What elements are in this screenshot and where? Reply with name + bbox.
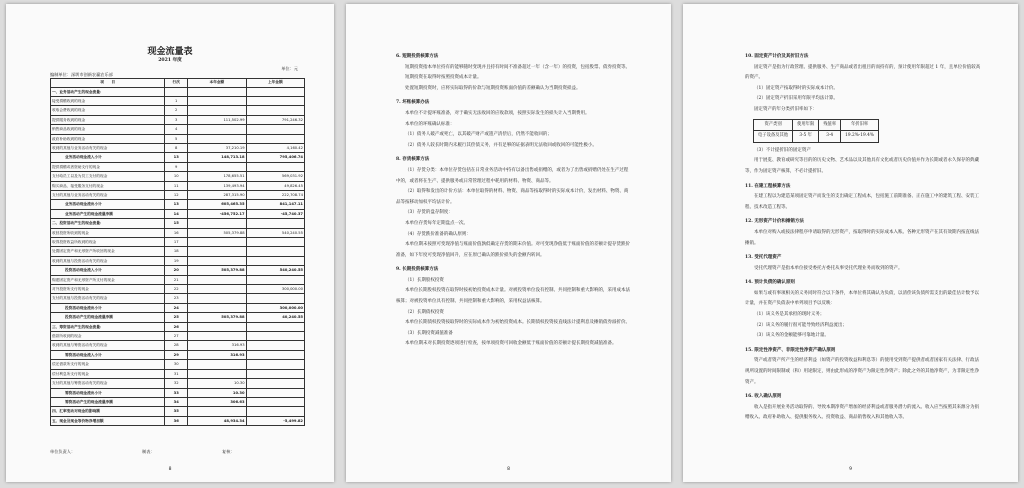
row-previous-amount (246, 162, 304, 171)
row-current-amount: 37,210.19 (188, 143, 246, 152)
row-line-no: 3 (165, 115, 188, 124)
table-cell: 19.2%-19.4% (841, 131, 879, 143)
row-item-name: 接受捐赠收到的现金 (51, 96, 165, 105)
row-line-no: 25 (165, 313, 188, 322)
row-item-name: 二、投资活动产生的现金流量： (51, 219, 165, 228)
row-previous-amount (246, 322, 304, 331)
row-current-amount (188, 87, 246, 96)
paragraph: （1）债务人破产或死亡，以其破产财产或遗产清偿后，仍然不能收回的； (405, 132, 552, 138)
table-row (51, 238, 305, 247)
row-previous-amount (246, 332, 304, 341)
table-row (51, 350, 305, 359)
row-line-no: 12 (165, 190, 188, 199)
row-previous-amount: 795,406.74 (246, 153, 304, 162)
row-current-amount: 10.30 (188, 388, 246, 397)
table-cell: 电子设备及其他 (754, 131, 793, 143)
row-line-no: 35 (165, 407, 188, 416)
section-heading: 14. 预计负债的确认原则 (745, 280, 795, 286)
row-item-name: 处置固定资产和无形资产所收回的现金 (51, 247, 165, 256)
table-row (51, 143, 305, 152)
row-line-no: 24 (165, 303, 188, 312)
column-header: 使用年限 (793, 119, 819, 131)
row-item-name: 提供服务收到的现金 (51, 115, 165, 124)
paragraph: （2）债务人较长时期内未履行其偿债义务，并有足够的证据表明无法收回或收回的可能性极小。 (405, 142, 597, 148)
row-current-amount: 48,934.34 (188, 416, 246, 425)
policy-text (745, 48, 982, 424)
paragraph: （1）长期股权投资 (405, 277, 444, 283)
table-row (51, 87, 305, 96)
row-line-no: 10 (165, 172, 188, 181)
sign-reviewer: 复核： (222, 449, 235, 454)
statement-org: 编制单位：深圳市创新农赢农乐部 (50, 72, 113, 77)
page-cash-flow-statement (6, 4, 334, 482)
page-number: 8 (507, 467, 510, 472)
statement-title: 现金流量表 (147, 47, 193, 57)
row-item-name: 投资活动产生的现金流量净额 (51, 313, 165, 322)
row-line-no: 23 (165, 294, 188, 303)
row-current-amount (188, 303, 246, 312)
table-row (51, 106, 305, 115)
row-line-no: 11 (165, 181, 188, 190)
section-heading: 8. 存货核算方法 (396, 157, 430, 163)
row-current-amount (188, 106, 246, 115)
column-header: 上年金额 (246, 79, 304, 88)
row-previous-amount (246, 360, 304, 369)
row-current-amount (188, 407, 246, 416)
row-line-no: 9 (165, 162, 188, 171)
row-line-no: 34 (165, 397, 188, 406)
table-row (51, 181, 305, 190)
row-previous-amount (246, 379, 304, 388)
row-item-name: 偿还借款所支付的现金 (51, 360, 165, 369)
row-current-amount (188, 285, 246, 294)
row-current-amount: 111,502.99 (188, 115, 246, 124)
row-previous-amount (246, 294, 304, 303)
paragraph: 本单位不计提坏账准备，对于确实无法收回的应收款项，按照实际发生的损失计入当期费用。 (405, 110, 590, 116)
row-previous-amount: -5,499.82 (246, 416, 304, 425)
table-row (51, 200, 305, 209)
row-line-no: 36 (165, 416, 188, 425)
row-line-no: 8 (165, 143, 188, 152)
paragraph: 固定资产是指为行政管理、提供服务、生产商品或者出租目的而持有的，预计使用年限超过 1 年，且单位价值较高的资产。 (745, 64, 981, 81)
row-previous-amount: 791,246.32 (246, 115, 304, 124)
table-row (51, 379, 305, 388)
row-current-amount: 505,379.88 (188, 266, 246, 275)
row-previous-amount (246, 256, 304, 265)
paragraph: （3）不计提折旧的固定资产 (754, 147, 811, 153)
row-line-no: 14 (165, 209, 188, 218)
column-header: 年折旧率 (841, 119, 879, 131)
row-current-amount: -456,752.17 (188, 209, 246, 218)
row-current-amount (188, 275, 246, 284)
table-row (51, 266, 305, 275)
row-item-name: 收回投资所收到的现金 (51, 228, 165, 237)
table-cell: 3-4 (819, 131, 841, 143)
table-row (51, 162, 305, 171)
paragraph: 本单位的坏账确认标准： (405, 121, 455, 127)
section-heading: 12. 无形资产计价和摊销方法 (745, 219, 804, 225)
table-row (51, 407, 305, 416)
table-header-row (51, 79, 305, 88)
paragraph: 本单位长期债权投资按取得时的实际成本作为初始投资成本。长期债权投资按直线法计提利息及摊销债券溢折价。 (405, 320, 630, 326)
row-item-name: 收到的其他与投资活动有关的现金 (51, 256, 165, 265)
row-previous-amount (246, 275, 304, 284)
row-current-amount (188, 125, 246, 134)
table-row (51, 322, 305, 331)
table-row (51, 125, 305, 134)
table-row (51, 341, 305, 350)
section-heading: 7. 坏账核算办法 (396, 100, 430, 106)
paragraph: （1）该义务是其承担的现时义务； (754, 312, 825, 318)
row-item-name: 四、汇率变动对现金的影响额 (51, 407, 165, 416)
row-previous-amount (246, 369, 304, 378)
row-item-name: 筹资活动现金流入小计 (51, 350, 165, 359)
row-item-name: 投资活动现金流入小计 (51, 266, 165, 275)
row-line-no: 32 (165, 379, 188, 388)
row-line-no: 31 (165, 369, 188, 378)
paragraph: （3）存货的盘存制度： (405, 210, 453, 216)
table-row (51, 115, 305, 124)
table-row (51, 303, 305, 312)
row-current-amount: 10.30 (188, 379, 246, 388)
row-item-name: 政府补助收到的现金 (51, 134, 165, 143)
section-heading: 6. 短期投资核算方法 (396, 54, 439, 59)
paragraph: 本单位对购入或按法律程序申请取得的无形资产，按取得时的实际成本入账。各种无形资产在其有效期内按直线法摊销。 (745, 229, 979, 246)
row-line-no: 19 (165, 256, 188, 265)
row-previous-amount (246, 407, 304, 416)
row-previous-amount: 4,160.42 (246, 143, 304, 152)
row-previous-amount: 540,240.55 (246, 266, 304, 275)
statement-year: 2021 年度 (158, 58, 182, 63)
table-row (51, 209, 305, 218)
row-item-name: 五、现金及现金等价物净增加额 (51, 416, 165, 425)
cash-flow-table (50, 78, 305, 426)
row-item-name: 支付给员工以及为员工支付的现金 (51, 172, 165, 181)
row-item-name: 借款所收到的现金 (51, 332, 165, 341)
row-line-no: 2 (165, 106, 188, 115)
row-line-no: 13 (165, 200, 188, 209)
row-current-amount (188, 369, 246, 378)
table-row (51, 219, 305, 228)
table-row (51, 275, 305, 284)
row-previous-amount (246, 350, 304, 359)
row-item-name: 偿付利息所支付的现金 (51, 369, 165, 378)
paragraph: 收入是指开展业务活动取得的、导致本期净资产增加的经济利益或者服务潜力的流入。收入应当按照其来源分为捐赠收入、政府补助收入、提供服务收入、投资收益、商品销售收入和其他收入等。 (745, 404, 979, 421)
paragraph: 受托代理资产是指本单位接受委托方委托从事受托代理业务而收到的资产。 (754, 265, 903, 271)
row-line-no: 13 (165, 153, 188, 162)
row-previous-amount (246, 341, 304, 350)
row-current-amount: 505,379.88 (188, 228, 246, 237)
row-line-no: 17 (165, 238, 188, 247)
paragraph: （2）固定资产折旧采用年限平均法计算。 (754, 96, 838, 102)
section-heading: 13. 受托代理资产 (745, 255, 782, 261)
row-line-no: 4 (165, 125, 188, 134)
paragraph: 处置短期投资时，应将实际取得的价款与短期投资账面价值的差额确认为当期投资损益。 (405, 85, 581, 91)
table-row (51, 228, 305, 237)
row-item-name: 投资活动现金流出小计 (51, 303, 165, 312)
table-row (51, 172, 305, 181)
table-row (51, 388, 305, 397)
row-previous-amount (246, 238, 304, 247)
row-item-name: 提供捐赠或者资助支付的现金 (51, 162, 165, 171)
paragraph: 本单位存货每年定期盘点一次。 (405, 220, 468, 226)
row-current-amount (188, 219, 246, 228)
sign-preparer: 制表： (142, 449, 155, 454)
policy-text (396, 48, 631, 350)
table-row (51, 369, 305, 378)
row-previous-amount (246, 134, 304, 143)
row-item-name: 收取会费收到的现金 (51, 106, 165, 115)
row-current-amount (188, 322, 246, 331)
row-current-amount (188, 96, 246, 105)
paragraph: 本单位期末对长期投资逐项进行检查，按单项投资可回收金额低于账面价值的差额计提长期投资减值准备。 (405, 341, 617, 347)
row-previous-amount: 540,240.55 (246, 228, 304, 237)
row-current-amount: 505,379.88 (188, 313, 246, 322)
row-item-name: 支付的其他与投资活动有关的现金 (51, 294, 165, 303)
sign-responsible: 单位负责人： (50, 449, 76, 454)
row-item-name: 取得投资收益所收到的现金 (51, 238, 165, 247)
paragraph: 资产或者资产所产生的经济利益（如资产的投资收益和利息等）的使用受到资产提供者或者国家有关法律、行政法规所设置的时间限制或（和）用途限定，则由此形成的净资产为限定性净资产；除此之外的其他净资产，为非限定性净资产。 (745, 358, 979, 385)
table-header-row (754, 119, 879, 131)
paragraph: （3）长期投资减值准备 (405, 330, 453, 336)
row-line-no: 29 (165, 350, 188, 359)
row-current-amount (188, 238, 246, 247)
table-row (51, 294, 305, 303)
table-row (51, 190, 305, 199)
row-current-amount: 316.93 (188, 341, 246, 350)
row-line-no: 26 (165, 322, 188, 331)
paragraph: 短期投资指本单位持有的能够随时变现并且持有时间不准备超过一年（含一年）的投资，包括股票、债券投资等。 (405, 64, 630, 70)
row-item-name: 一、业务活动产生的现金流量： (51, 87, 165, 96)
row-item-name: 支付的其他与业务活动有关的现金 (51, 190, 165, 199)
row-current-amount (188, 247, 246, 256)
row-current-amount: 148,713.18 (188, 153, 246, 162)
row-previous-amount: -45,740.37 (246, 209, 304, 218)
row-current-amount (188, 360, 246, 369)
table-row (51, 416, 305, 425)
row-current-amount (188, 134, 246, 143)
row-item-name: 销售商品收到的现金 (51, 125, 165, 134)
row-line-no (165, 87, 188, 96)
row-previous-amount: 300,000.00 (246, 285, 304, 294)
page-accounting-policies-1 (346, 4, 671, 482)
row-line-no: 33 (165, 388, 188, 397)
row-item-name: 购买商品、接受服务支付的现金 (51, 181, 165, 190)
row-current-amount: 139,493.94 (188, 181, 246, 190)
row-item-name: 收到的其他与业务活动有关的现金 (51, 143, 165, 152)
row-item-name: 对外投资所支付的现金 (51, 285, 165, 294)
row-line-no: 30 (165, 360, 188, 369)
table-row (51, 153, 305, 162)
paragraph: （2）该义务的履行很可能导致经济利益流出； (754, 322, 847, 328)
row-current-amount: 306.63 (188, 397, 246, 406)
row-previous-amount: 49,826.45 (246, 181, 304, 190)
page-number: 9 (849, 467, 852, 472)
row-previous-amount (246, 219, 304, 228)
table-row (51, 397, 305, 406)
row-previous-amount (246, 125, 304, 134)
paragraph: 用于展览、教育或研究等目的的历史文物、艺术品以及其他具有文化或者历史价值并作为长期或者永久保存的典藏等，作为固定资产核算，不必计提折旧。 (745, 158, 979, 174)
column-header: 资产类别 (754, 119, 793, 131)
row-line-no: 28 (165, 341, 188, 350)
table-row (51, 96, 305, 105)
row-line-no: 18 (165, 247, 188, 256)
row-line-no: 21 (165, 275, 188, 284)
paragraph: 短期投资在取得时按照投资成本计量。 (405, 75, 482, 81)
row-previous-amount (246, 247, 304, 256)
row-item-name: 业务活动产生的现金流量净额 (51, 209, 165, 218)
row-current-amount (188, 256, 246, 265)
paragraph: 在建工程以为建造某项固定资产而发生的支出确定工程成本，包括施工前期准备、正在施工中的建筑工程、安装工程、技术改造工程等。 (745, 194, 979, 210)
paragraph: （2）取得和发出的计价方法：本单位取得的材料、物资、商品等按取得时的实际成本计价，发出材料、物资、商品等按移动加权平均法计价。 (396, 189, 629, 205)
table-row (51, 134, 305, 143)
table-row (51, 360, 305, 369)
row-line-no: 5 (165, 134, 188, 143)
paragraph: 本单位期末按照可变现净值与账面价值孰低确定存货的期末价值。对可变现净值低于账面价值的差额计提存货跌价准备，如下年度可变现净值回升，应在原已确认的跌价损失的金额内转回。 (396, 242, 630, 258)
table-row (51, 313, 305, 322)
paragraph: （1）存货分类：本单位存货包括在日常业务活动中持有以备出售或捐赠的，或者为了出售或捐赠仍处在生产过程中的，或者将在生产、提供服务或日常管理过程中耗用的材料、物资、商品等。 (396, 167, 629, 184)
row-line-no: 16 (165, 228, 188, 237)
row-previous-amount (246, 87, 304, 96)
paragraph: （1）固定资产按取得时的实际成本计价。 (754, 85, 838, 91)
row-item-name: 业务活动现金流出小计 (51, 200, 165, 209)
row-line-no: 15 (165, 219, 188, 228)
table-row (51, 285, 305, 294)
row-previous-amount (246, 388, 304, 397)
table-row (754, 131, 879, 143)
column-header: 项 目 (51, 79, 165, 88)
table-row (51, 247, 305, 256)
paragraph: （2）长期债权投资 (405, 309, 444, 315)
row-previous-amount (246, 106, 304, 115)
row-item-name: 筹资活动现金流出小计 (51, 388, 165, 397)
section-heading: 16. 收入确认原则 (745, 394, 782, 400)
statement-unit: 单位：元 (281, 66, 298, 71)
row-current-amount (188, 332, 246, 341)
section-heading: 15. 限定性净资产、非限定性净资产确认原则 (745, 347, 836, 353)
section-heading: 10. 固定资产计价及其折旧方法 (745, 54, 809, 59)
section-heading: 9. 长期投资核算方法 (396, 267, 439, 273)
row-item-name: 支付的其他与筹资活动有关的现金 (51, 379, 165, 388)
row-previous-amount (246, 96, 304, 105)
row-item-name: 收到的其他与筹资活动有关的现金 (51, 341, 165, 350)
row-current-amount (188, 294, 246, 303)
row-item-name: 三、筹资活动产生的现金流量： (51, 322, 165, 331)
row-previous-amount: 569,031.92 (246, 172, 304, 181)
paragraph: （3）该义务的金额能够可靠地计量。 (754, 333, 829, 339)
paragraph: 固定资产的年分类折旧率如下： (754, 106, 817, 112)
row-previous-amount: 841,147.11 (246, 200, 304, 209)
row-item-name: 业务活动现金流入小计 (51, 153, 165, 162)
row-item-name: 购建固定资产和无形资产所支付的现金 (51, 275, 165, 284)
depreciation-table (753, 119, 879, 143)
row-current-amount: 287,315.90 (188, 190, 246, 199)
table-cell: 3-5 年 (793, 131, 819, 143)
column-header: 本年金额 (188, 79, 246, 88)
row-line-no: 20 (165, 266, 188, 275)
row-item-name: 筹资活动产生的现金流量净额 (51, 397, 165, 406)
table-row (51, 256, 305, 265)
column-header: 行次 (165, 79, 188, 88)
paragraph: 如果与或有事项相关的义务同时符合以下条件，本单位将其确认为负债，以清偿该负债所需支出的最佳估计数予以计量，并在资产负债表中单列项目予以反映： (745, 290, 979, 307)
paragraph: 本单位长期股权投资在取得时按初始投资成本计量。对被投资单位没有控制、共同控制和重大影响的，采用成本法核算；对被投资单位具有控制、共同控制和重大影响的，采用权益法核算。 (396, 288, 630, 305)
row-previous-amount: 300,000.00 (246, 303, 304, 312)
table-row (51, 332, 305, 341)
row-line-no: 22 (165, 285, 188, 294)
page-accounting-policies-2 (683, 4, 1018, 482)
row-current-amount (188, 162, 246, 171)
column-header: 残值率 (819, 119, 841, 131)
row-previous-amount: 222,708.74 (246, 190, 304, 199)
row-previous-amount: 40,240.55 (246, 313, 304, 322)
row-line-no: 1 (165, 96, 188, 105)
page-number: 8 (168, 467, 172, 472)
paragraph: （4）存货跌价准备的确认原则： (405, 231, 471, 237)
row-current-amount: 316.93 (188, 350, 246, 359)
row-current-amount: 605,465.35 (188, 200, 246, 209)
row-line-no: 27 (165, 332, 188, 341)
section-heading: 11. 在建工程核算方法 (745, 183, 791, 189)
row-previous-amount (246, 397, 304, 406)
row-current-amount: 178,655.51 (188, 172, 246, 181)
